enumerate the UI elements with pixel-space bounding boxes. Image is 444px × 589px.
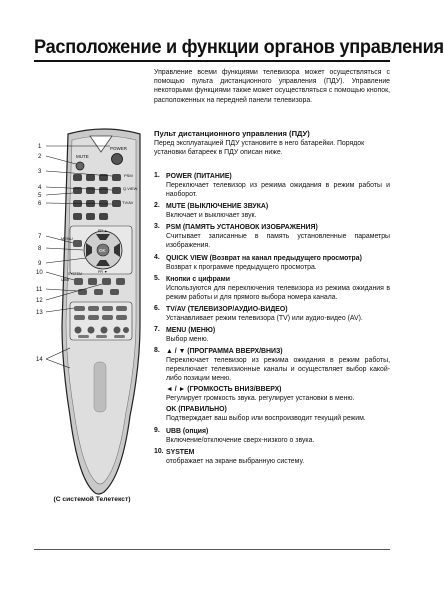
teletext-key[interactable] [88, 306, 99, 311]
callout-number: 14 [36, 357, 43, 363]
list-item [154, 326, 390, 344]
item-description: Возврат к программе предыдущего просмотра. [166, 263, 317, 271]
ubb-label: UBB [61, 277, 70, 282]
item-number: 4. [154, 253, 160, 261]
item-description: Переключает телевизор из режима ожидания в режим работы, переключает телевизионные каналы и осуществляет выбор какой-либо позиции меню. [166, 357, 390, 383]
item-number: 1. [154, 172, 160, 179]
item-description: Используются для переключения телевизора из режима ожидания в режим работы и для прямого выбора номера канала. [166, 284, 390, 301]
teletext-key[interactable] [102, 306, 113, 311]
remote-caption: (С системой Телетекст) [53, 496, 131, 503]
item-description: Переключает телевизор из режима ожидания в режим работы и наоборот. [166, 182, 390, 198]
item-description: Включает и выключает звук. [166, 212, 257, 220]
program-down-label: PR ▼ [98, 270, 108, 274]
item-subdescription: Регулирует громкость звука. регулирует установки в меню. [166, 395, 355, 403]
callout-number: 3 [38, 169, 42, 175]
list-item [154, 347, 390, 423]
item-subdescription: Подтверждает ваш выбор или воспроизводит текущий режим. [166, 415, 366, 423]
intro-paragraph: Управление всеми функциями телевизора может осуществляться с помощью пульта дистанционного управления (ПДУ). Управление некоторыми функциями также может осуществляться с помощью кнопок, расположенных на передней панели телевизора. [154, 69, 390, 104]
tvav-button[interactable] [112, 200, 121, 207]
function-key[interactable] [78, 289, 87, 295]
remote-section-text: Перед эксплуатацией ПДУ установите в него батарейки. Порядок установки батареек в ПДУ описан ниже. [154, 140, 365, 157]
menu-button[interactable] [73, 240, 82, 247]
number-key[interactable] [86, 187, 95, 194]
teletext-key[interactable] [116, 315, 127, 320]
item-number: 3. [154, 223, 160, 231]
function-list [154, 172, 390, 469]
list-item [154, 305, 390, 323]
item-title: TV/AV (ТЕЛЕВИЗОР/АУДИО-ВИДЕО) [166, 305, 288, 313]
program-up-label: PR ▲ [98, 229, 108, 233]
system-button[interactable] [88, 278, 97, 285]
teletext-key[interactable] [78, 335, 89, 338]
list-item [154, 223, 390, 250]
callout-number: 7 [38, 234, 42, 240]
function-key[interactable] [116, 278, 125, 285]
item-number: 10. [154, 447, 164, 455]
color-key-extra[interactable] [123, 327, 129, 333]
color-key-red[interactable] [75, 327, 82, 334]
psm-button[interactable] [112, 174, 121, 181]
item-title: PSM (ПАМЯТЬ УСТАНОВОК ИЗОБРАЖЕНИЯ) [166, 224, 318, 232]
callout-number: 5 [38, 193, 42, 199]
mute-label: MUTE [76, 154, 89, 159]
item-description: Выбор меню. [166, 336, 209, 344]
brand-plate [94, 362, 106, 412]
item-title: QUICK VIEW (Возврат на канал предыдущего просмотра) [166, 254, 362, 262]
item-title: MUTE (ВЫКЛЮЧЕНИЕ ЗВУКА) [166, 203, 269, 211]
bottom-rule [34, 549, 390, 550]
function-key[interactable] [102, 278, 111, 285]
number-key[interactable] [99, 200, 108, 207]
teletext-key[interactable] [74, 306, 85, 311]
item-description: отображает на экране выбранную систему. [166, 457, 305, 465]
teletext-key[interactable] [102, 315, 113, 320]
mute-button[interactable] [76, 162, 84, 170]
item-description: Включение/отключение сверх-низкого о звука. [166, 436, 315, 444]
callout-number: 9 [38, 261, 42, 267]
teletext-key[interactable] [96, 335, 107, 338]
callout-number: 13 [36, 310, 43, 316]
teletext-key[interactable] [88, 315, 99, 320]
title-rule [34, 60, 390, 62]
color-key-yellow[interactable] [101, 327, 108, 334]
system-label: SYSTEM [68, 272, 82, 276]
number-key[interactable] [86, 174, 95, 181]
item-title: Кнопки с цифрами [166, 275, 230, 283]
item-number: 5. [154, 274, 160, 282]
tvav-label: TV/AV [122, 200, 134, 205]
item-number: 9. [154, 426, 160, 434]
function-key[interactable] [94, 289, 103, 295]
item-number: 6. [154, 304, 160, 312]
qview-label: Q.VIEW [123, 186, 138, 191]
list-item [154, 254, 390, 272]
item-number: 7. [154, 326, 160, 334]
number-key[interactable] [99, 187, 108, 194]
power-label: POWER [110, 146, 128, 151]
list-item [154, 448, 390, 466]
callout-number: 12 [36, 298, 43, 304]
number-key[interactable] [73, 174, 82, 181]
number-key[interactable] [86, 213, 95, 220]
color-key-green[interactable] [88, 327, 95, 334]
item-title: ▲ / ▼ (ПРОГРАММА ВВЕРХ/ВНИЗ) [166, 348, 283, 356]
callout-number: 6 [38, 201, 42, 207]
callout-number: 4 [38, 185, 42, 191]
callout-number: 11 [36, 287, 43, 293]
number-key[interactable] [73, 213, 82, 220]
callout-number: 2 [38, 154, 42, 160]
item-title: UBB (опция) [166, 427, 209, 435]
item-title: POWER (ПИТАНИЕ) [166, 173, 232, 180]
callout-number: 10 [36, 270, 43, 276]
list-item [154, 275, 390, 302]
item-subtitle: ◄ / ► (ГРОМКОСТЬ ВНИЗ/ВВЕРХ) [166, 386, 282, 394]
qview-button[interactable] [112, 187, 121, 194]
teletext-key[interactable] [114, 335, 125, 338]
item-description: Считывает записанные в память установленные параметры изображения. [166, 233, 390, 250]
item-subtitle: OK (ПРАВИЛЬНО) [166, 406, 227, 414]
function-key[interactable] [110, 289, 119, 295]
item-number: 8. [154, 347, 160, 355]
callout-number: 8 [38, 246, 42, 252]
menu-label: MENU [61, 236, 73, 241]
ubb-button[interactable] [74, 278, 83, 285]
remote-control-illustration [38, 126, 146, 496]
color-key-blue[interactable] [114, 327, 121, 334]
item-description: Устанавливает режим телевизора (TV) или аудио-видео (AV). [166, 314, 363, 322]
callout-number: 1 [38, 144, 42, 150]
item-title: SYSTEM [166, 448, 195, 456]
teletext-key[interactable] [116, 306, 127, 311]
list-item [154, 202, 390, 220]
power-button[interactable] [112, 154, 123, 165]
psm-label: PSM [124, 173, 133, 178]
item-number: 2. [154, 202, 160, 210]
list-item [154, 172, 390, 199]
remote-section-title: Пульт дистанционного управления (ПДУ) [154, 129, 310, 138]
item-title: MENU (МЕНЮ) [166, 327, 216, 335]
number-key[interactable] [99, 213, 108, 220]
teletext-key[interactable] [74, 315, 85, 320]
ok-label: OK [99, 248, 106, 253]
list-item [154, 427, 390, 445]
page-title: Расположение и функции органов управления [34, 36, 444, 58]
